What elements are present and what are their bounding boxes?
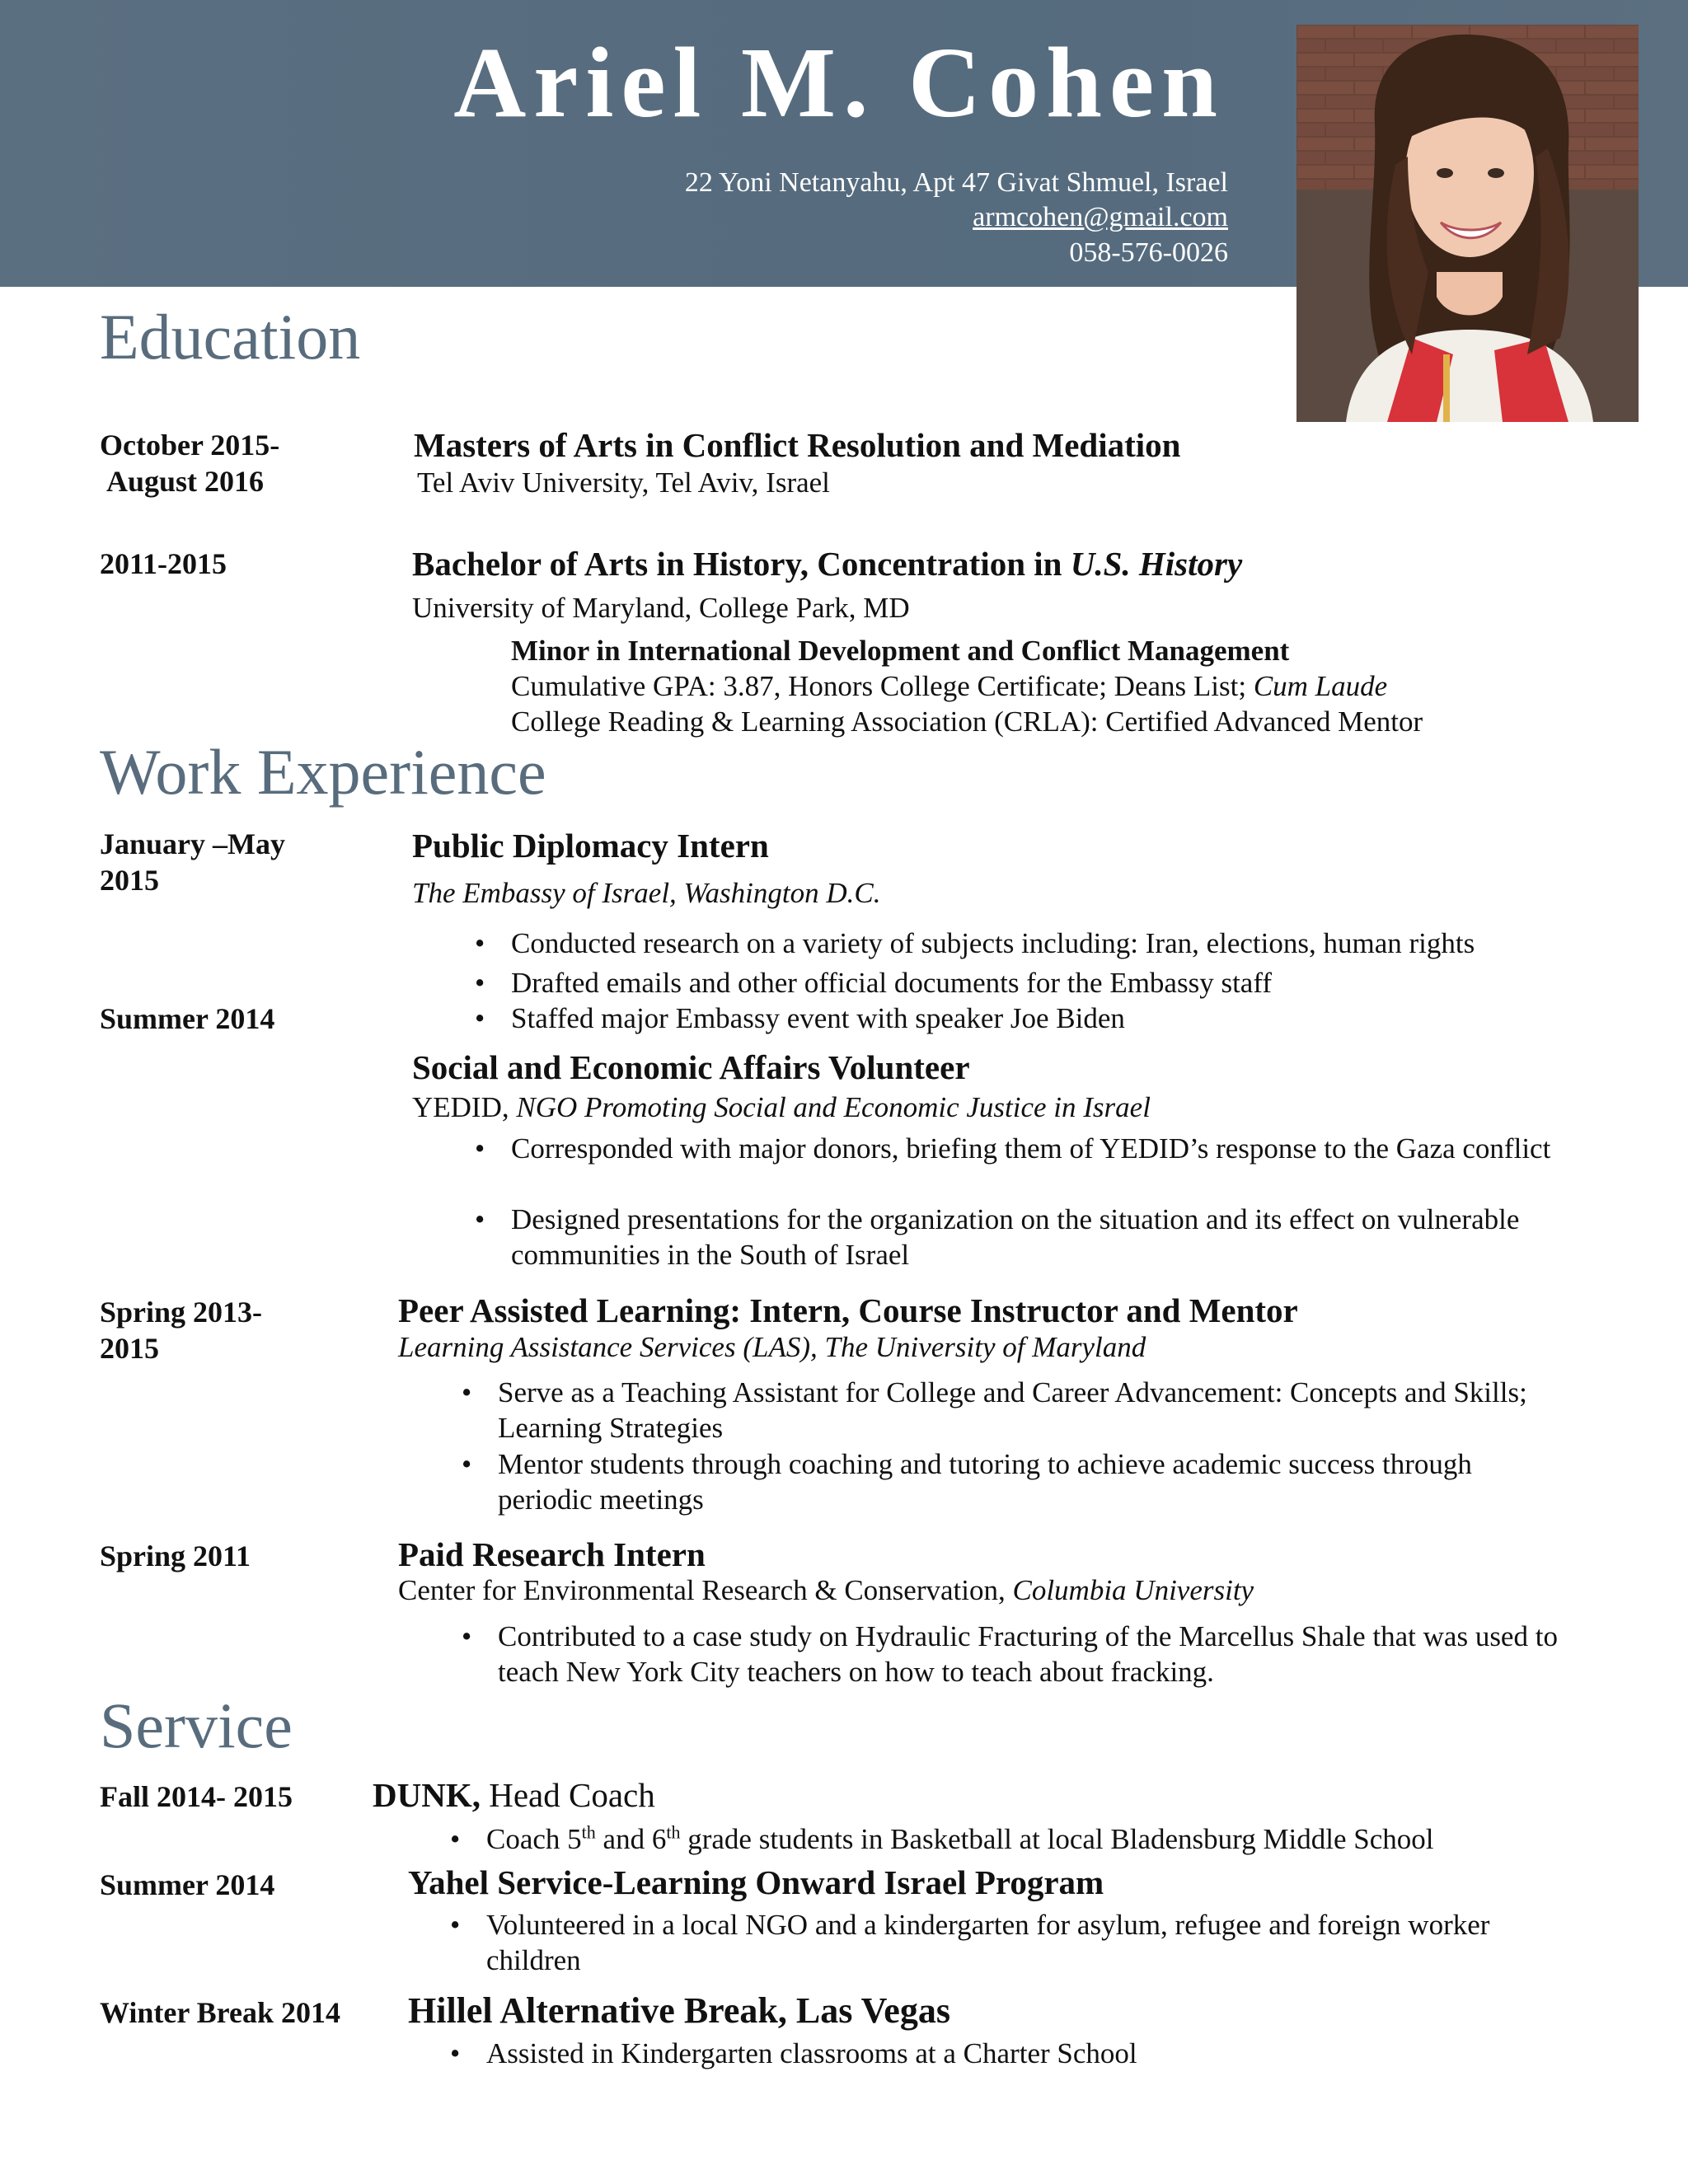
service-2-date: Summer 2014: [100, 1868, 275, 1901]
list-item: • Assisted in Kindergarten classrooms at a Charter School: [450, 2037, 1137, 2069]
list-item: • Drafted emails and other official documents for the Embassy staff: [475, 967, 1273, 999]
edu-2-gpa: Cumulative GPA: 3.87, Honors College Certificate; Deans List; Cum Laude: [511, 670, 1388, 702]
work-2-date: Summer 2014: [100, 1002, 275, 1035]
service-1-role: DUNK, Head Coach: [373, 1776, 655, 1814]
list-item: • Designed presentations for the organization on the situation and its effect on vulnerable communities in the South of Israel: [475, 1203, 1520, 1271]
edu-2-crla: College Reading & Learning Association (CRLA): Certified Advanced Mentor: [511, 705, 1423, 738]
work-1-date: January –May 2015: [100, 827, 285, 897]
work-3-date: Spring 2013- 2015: [100, 1296, 263, 1365]
list-item: • Serve as a Teaching Assistant for College and Career Advancement: Concepts and Skills; Learning Strategies: [462, 1376, 1527, 1444]
edu-2-minor: Minor in International Development and Conflict Management: [511, 635, 1290, 667]
list-item: • Contributed to a case study on Hydraulic Fracturing of the Marcellus Shale that was used to teach New York City teachers on how to teach about fracking.: [462, 1620, 1558, 1688]
service-3-date: Winter Break 2014: [100, 1996, 341, 2029]
email-link[interactable]: armcohen@gmail.com: [973, 202, 1228, 232]
profile-photo: [1296, 25, 1639, 422]
edu-1-date: October 2015- August 2016: [100, 429, 280, 498]
list-item: • Coach 5th and 6th grade students in Basketball at local Bladensburg Middle School: [450, 1821, 1434, 1855]
phone: 058-576-0026: [1069, 237, 1228, 268]
work-3-org: Learning Assistance Services (LAS), The University of Maryland: [398, 1331, 1146, 1363]
applicant-name: Ariel M. Cohen: [453, 27, 1225, 138]
list-item: • Staffed major Embassy event with speaker Joe Biden: [475, 1002, 1125, 1034]
list-item: • Volunteered in a local NGO and a kindergarten for asylum, refugee and foreign worker children: [450, 1909, 1490, 1976]
work-2-role: Social and Economic Affairs Volunteer: [412, 1048, 970, 1086]
edu-2-school: University of Maryland, College Park, MD: [412, 592, 910, 624]
work-1-role: Public Diplomacy Intern: [412, 827, 769, 865]
work-4-role: Paid Research Intern: [398, 1535, 706, 1573]
work-1-org: The Embassy of Israel, Washington D.C.: [412, 877, 881, 909]
list-item: • Mentor students through coaching and tutoring to achieve academic success through periodic meetings: [462, 1448, 1472, 1516]
work-2-org: YEDID, NGO Promoting Social and Economic Justice in Israel: [412, 1091, 1151, 1123]
service-1-date: Fall 2014- 2015: [100, 1780, 293, 1813]
section-title-work: Work Experience: [100, 736, 546, 808]
section-title-service: Service: [100, 1690, 293, 1761]
edu-2-date: 2011-2015: [100, 547, 227, 580]
list-item: • Conducted research on a variety of subjects including: Iran, elections, human rights: [475, 927, 1475, 959]
edu-1-degree: Masters of Arts in Conflict Resolution and Mediation: [414, 426, 1181, 464]
work-4-date: Spring 2011: [100, 1540, 251, 1572]
edu-2-degree: Bachelor of Arts in History, Concentration in U.S. History: [412, 545, 1243, 583]
address: 22 Yoni Netanyahu, Apt 47 Givat Shmuel, Israel: [684, 167, 1228, 198]
edu-1-school: Tel Aviv University, Tel Aviv, Israel: [417, 466, 830, 499]
service-2-role: Yahel Service-Learning Onward Israel Program: [408, 1863, 1104, 1901]
work-3-role: Peer Assisted Learning: Intern, Course Instructor and Mentor: [398, 1291, 1298, 1329]
list-item: • Corresponded with major donors, briefing them of YEDID’s response to the Gaza conflict: [475, 1132, 1551, 1165]
service-3-role: Hillel Alternative Break, Las Vegas: [408, 1990, 950, 2031]
section-title-education: Education: [100, 301, 361, 373]
work-4-org: Center for Environmental Research & Conservation, Columbia University: [398, 1574, 1254, 1606]
